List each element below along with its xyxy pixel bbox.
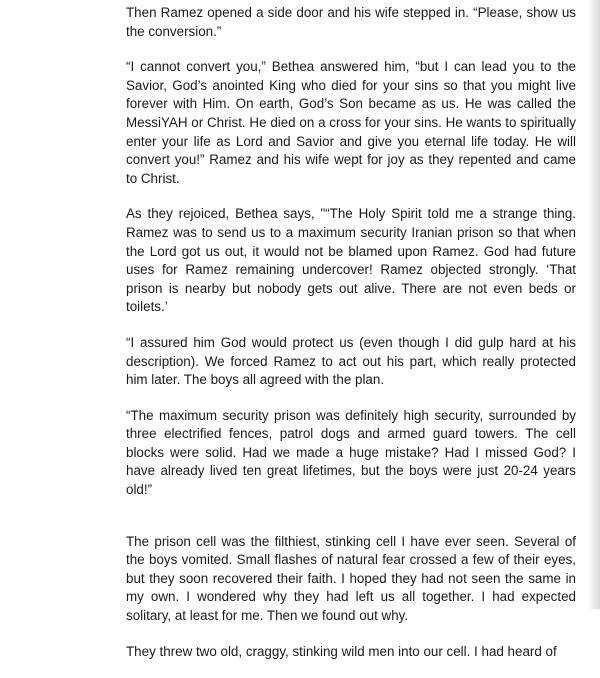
paragraph: As they rejoiced, Bethea says, "“The Holy Spirit told me a strange thing. Ramez was to send us to a maximum security Iranian prison so that when the Lord got us out, it would not be blamed upon Ramez. God had future uses for Ramez remaining undercover! Ramez objected strongly. ‘That prison is nearby but nobody gets out alive. There are not even beds or toilets.’ (126, 206, 576, 315)
paragraph: “I assured him God would protect us (even though I did gulp hard at his description). We forced Ramez to act out his part, which really protected him later. The boys all agreed with the plan. (126, 334, 576, 388)
paragraph: They threw two old, craggy, stinking wild men into our cell. I had heard of (126, 643, 557, 659)
paragraph: Then Ramez opened a side door and his wife stepped in. “Please, show us the conversion.” (126, 5, 576, 39)
page-edge-shadow (588, 0, 600, 609)
paragraph: “The maximum security prison was definitely high security, surrounded by three electrified fences, patrol dogs and armed guard towers. The cell blocks were solid. Had we made a huge mistake? Had I missed God? I have already lived ten great lifetimes, but the boys were just 20-24 years old!” (126, 407, 576, 498)
document-page (126, 4, 576, 678)
paragraph: The prison cell was the filthiest, stinking cell I have ever seen. Several of the boys vomited. Small flashes of natural fear crossed a few of their eyes, but they soon recovered their faith. I hoped they had not seen the same in my own. I wondered why they had left us all together. I had expected solitary, at least for me. Then we found out why. (126, 533, 576, 624)
paragraph: “I cannot convert you,” Bethea answered him, “but I can lead you to the Savior, God’s anointed King who died for your sins so that you might live forever with Him. On earth, God’s Son became as us. He was called the MessiYAH or Christ. He died on a cross for your sins. He wants to spiritually enter your life as Lord and Savior and give you eternal life today. He will convert you!” Ramez and his wife wept for joy as they repented and came to Christ. (126, 59, 576, 186)
